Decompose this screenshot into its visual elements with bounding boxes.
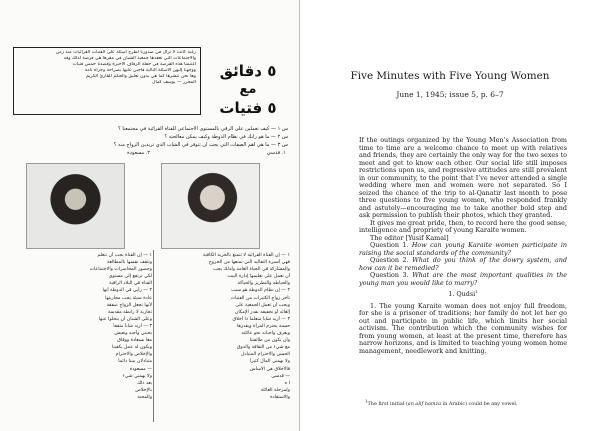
column-line: ويعرف واجباته نحو عائلته — [241, 331, 290, 337]
question-text: What are the most important qualities in the young man you would like to marry? — [359, 271, 567, 287]
column-line: — قدسي — [271, 373, 290, 379]
column-line: عادة سيئة يجب محاربتها — [105, 295, 152, 301]
column-divider — [153, 250, 154, 422]
arabic-magazine-page — [0, 0, 299, 431]
column-line: ٣ — أريد شاباً مثقفاً — [113, 323, 152, 329]
footnote-text: The first initial ( — [367, 401, 408, 407]
column-line: فالأخلاق هي الأساس — [249, 366, 290, 372]
intro-paragraph: If the outings organized by the Young Men’s Association from time to time are a welcome chance to meet up with relatives and friends, they are certainly the only way for the two sexes to meet and get to know each other. Our social life still imposes restrictions upon us, and regressive attitudes are still prevalent in our community, to the point that I’ve never attended a single wedding where men and women were not separated. So I seized the chance of the trip to al-Qanatir last month to pose three questions to five young women, who responded frankly and astutely—encouraging me to take another bold step and ask permission to publish their photos, which they granted. — [359, 136, 567, 219]
column-line: إلغائه أو تخفيفه بقدر الإمكان — [234, 309, 290, 315]
portrait-photo-right — [161, 163, 260, 249]
footnote-number: 1 — [365, 398, 368, 404]
portrait-photo-left — [26, 163, 125, 249]
article-dateline: June 1, 1945; issue 5, p. 6–7 — [396, 90, 504, 99]
headline-line-2: مع — [239, 82, 257, 97]
column-line: ويجب أن تعمل الجمعية على — [235, 302, 290, 308]
headline-line-3: ٥ فتيات — [219, 99, 277, 117]
column-line: والاستفادة — [270, 394, 290, 400]
column-line: ٣ — أريد شاباً متعلماً ذا أخلاق — [232, 316, 290, 322]
question-number: Question 1. — [370, 241, 409, 249]
question-number: Question 3. — [370, 271, 409, 279]
article-title: Five Minutes with Five Young Women — [350, 70, 550, 82]
question-2 — [359, 257, 567, 272]
column-line: وتثقف نفسها بالمطالعة — [107, 260, 152, 266]
column-line: وحضور المحاضرات والاجتماعات — [89, 267, 152, 273]
column-line: — مسعودة — [129, 366, 152, 372]
answer-heading-name: Qudsi — [456, 290, 476, 298]
answer-1: 1. The young Karaite woman does not enjoy full freedom, for she is a prisoner of traditions; her family do not let her go out and participate in public life, which limits her social activism. The contribution which the community wishes for from young women, at least at the present time, therefore has narrow horizons, and is limited to teaching young women home management, needlework and knitting. — [359, 301, 567, 355]
column-line: حسنة يحترم المرأة ويقدرها — [236, 323, 290, 329]
column-line: ١ — إن الفتاة يجب أن تتعلم — [97, 253, 152, 258]
arabic-column-left — [18, 252, 152, 401]
footnote-text-end: in Arabic) could be any vowel. — [441, 401, 518, 407]
intro-box — [13, 47, 201, 115]
article-body — [359, 137, 567, 355]
column-line: فهي أسيرة التقاليد التي تمنعها من الخروج — [208, 260, 290, 266]
column-line: ويكون له عمل يكفينا — [111, 345, 152, 351]
column-line: أن نعمل على تعليمها إدارة البيت — [227, 274, 290, 280]
column-line: بالإخلاص — [135, 387, 152, 393]
column-line: الحسن والاحترام المتبادل — [240, 352, 290, 358]
footnote-italic: an alif hamza — [407, 401, 442, 407]
column-line: مع شيء من الثقافة والذوق — [236, 345, 290, 351]
column-line: ١ — إن الفتاة القرائية لا تتمتع بالحرية الكافية — [202, 253, 290, 258]
column-line: تجارية لا رابطة مقدسة — [108, 309, 152, 315]
photo-caption-left: ٢. مسعودة — [127, 150, 150, 156]
headline-line-1: ٥ دقائق — [219, 62, 277, 80]
column-line: لكي ترتفع إلى مستوى — [108, 274, 152, 280]
column-line: ٢ — إن نظام الدوطة هو سبب — [231, 288, 290, 294]
question-1 — [359, 242, 567, 257]
question-3 — [359, 272, 567, 287]
column-line: متبادلان بيننا دائماً — [118, 359, 152, 365]
column-line: تأخر زواج الكثيرات من الفتيات — [230, 295, 290, 301]
second-paragraph: It gives me great pride, then, to record here the good sense, intelligence and propriety of young Karaite women. — [359, 218, 567, 234]
arabic-question: س ٣ — ما هي أهم الصفات التي يجب أن تتوفر في الشاب الذي تريدين الزواج منه ؟ — [113, 141, 288, 148]
column-line: معاً بسعادة ووفاق — [117, 338, 152, 344]
intro-line: المحرر — يوسف كمال — [152, 80, 196, 86]
intro-line: وها نحن ننشرها كما هي بدون تعليق والحكم للقارئ الكريم — [85, 74, 196, 80]
photo-caption-right: ١. قدسي — [266, 150, 286, 156]
intro-line: اغتنمنا هذه الفرصة في حفلة الزفاف الأخيرة وقصدنا خمس فتيات — [72, 62, 196, 68]
column-line: والإخلاص والاحترام — [115, 352, 152, 358]
answer-heading-number: 1. — [448, 290, 455, 298]
footnote — [359, 398, 567, 407]
column-line: يحبني وأحبه ونعيش — [114, 331, 152, 337]
arabic-questions — [30, 126, 288, 149]
question-text: What do you think of the dowry system, and how can it be remedied? — [359, 256, 568, 272]
editor-signature: The editor [Yusif Kamal] — [370, 233, 449, 242]
column-line: ولا يهمني شيء — [122, 373, 152, 379]
arabic-headline — [206, 62, 290, 118]
question-number: Question 2. — [370, 256, 409, 264]
intro-line: والاجتماعات التي تعقدها جمعية الشبان في مقرها هي فرصة لذلك وقد — [63, 56, 196, 62]
column-line: ا ه — [284, 380, 290, 386]
answer-heading — [359, 288, 567, 299]
arabic-question: س ١ — كيف تعملين على الرقي بالمستوى الاجتماعي للفتاة القرائية في مجتمعنا ؟ — [118, 126, 288, 132]
intro-line: ووجهنا إليهن الأسئلة التالية فأجبن عليها بصراحة وجرأة تامة — [84, 68, 196, 74]
intro-line: رغبة كانت لا تزال في صدورنا لطرح أسئلة على الفتيات القرائيات منذ زمن — [55, 50, 196, 55]
english-translation-page — [300, 0, 600, 431]
footnote-marker[interactable]: 1 — [475, 288, 478, 294]
column-line: وأن يكون من طائفتنا — [249, 338, 290, 344]
column-line: وعلى الشبان أن يتخلوا عنها — [98, 316, 152, 322]
column-line: ولا يهمني المال كثيراً — [249, 359, 290, 365]
column-line: والمحبة — [137, 394, 152, 400]
column-line: بعد ذلك — [137, 380, 152, 386]
column-line: والخياطة والتطريز والحياكة — [237, 281, 290, 287]
arabic-column-right — [156, 252, 290, 401]
column-line: والمشاركة في الحياة العامة ولذلك يجب — [213, 267, 290, 273]
column-line: الفتاة في البلاد الراقية — [109, 281, 152, 287]
column-line: ٢ — رأيي في الدوطة أنها — [102, 288, 152, 294]
question-text: How can young Karaite women participate in raising the social standards of the community? — [359, 241, 567, 257]
column-line: لأنها تجعل الزواج صفقة — [106, 302, 152, 308]
arabic-question: س ٢ — ما هو رأيك في نظام الدوطة وكيف يمكن معالجته ؟ — [164, 133, 288, 140]
column-line: ولمرحلة العائلة — [260, 387, 290, 393]
